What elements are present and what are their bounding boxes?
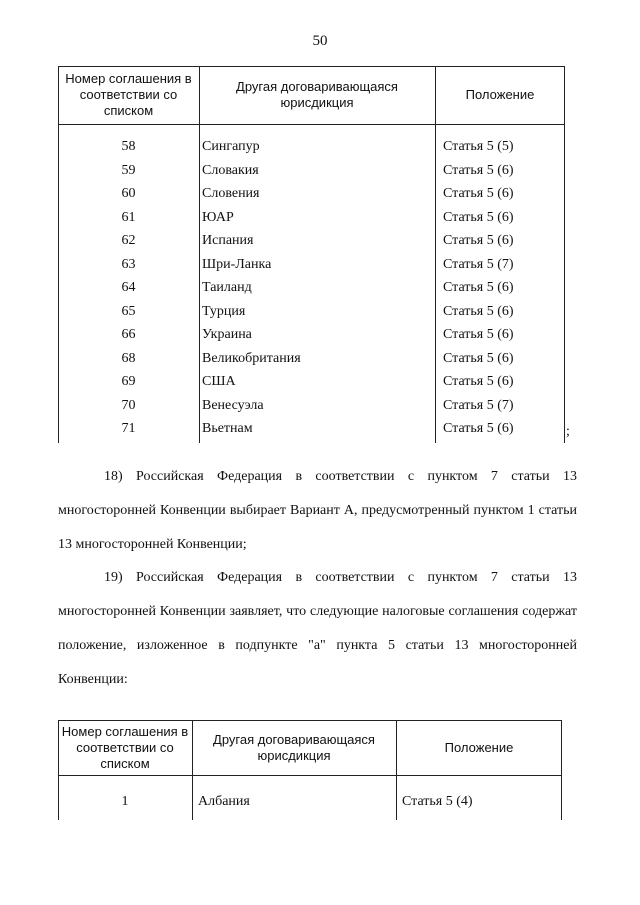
agreement-number: 60 <box>121 186 136 201</box>
agreement-number: 63 <box>121 256 136 272</box>
agreement-number: 62 <box>121 233 136 248</box>
table-row <box>58 417 565 441</box>
agreements-table-1 <box>58 66 565 443</box>
table-row <box>58 790 562 814</box>
header-agreement-number: Номер соглашения в соответствии со списком <box>65 71 192 118</box>
jurisdiction-name: Испания <box>202 233 254 248</box>
table-row <box>58 394 565 418</box>
agreement-number: 71 <box>121 421 136 436</box>
jurisdiction-name: Шри-Ланка <box>202 256 272 272</box>
table-row <box>58 229 565 253</box>
provision-reference: Статья 5 (6) <box>443 186 514 201</box>
jurisdiction-name: Великобритания <box>202 350 301 366</box>
jurisdiction-name: Вьетнам <box>202 421 253 436</box>
header-jurisdiction: Другая договаривающаяся юрисдикция <box>213 731 375 763</box>
jurisdiction-name: Украина <box>202 327 252 342</box>
paragraph-19 <box>58 561 577 697</box>
header-provision: Положение <box>444 739 514 755</box>
provision-reference: Статья 5 (6) <box>443 421 514 436</box>
table-row <box>58 323 565 347</box>
provision-reference: Статья 5 (6) <box>443 233 514 248</box>
provision-reference: Статья 5 (6) <box>443 374 514 389</box>
agreement-number: 68 <box>121 350 136 366</box>
table-row <box>58 135 565 159</box>
agreement-number: 66 <box>121 327 136 342</box>
table-header-separator <box>58 124 565 125</box>
table-row <box>58 370 565 394</box>
paragraph-19-text: 19) Российская Федерация в соответствии с пунктом 7 статьи 13 многосторонней Конвенции заявляет, что следующие налоговые соглашения содержат положение, изложенное в подпункте "а" пункта 5 статьи 13 многосторонней Конвенции: <box>58 570 577 687</box>
jurisdiction-name: Албания <box>198 794 250 809</box>
table-row <box>58 300 565 324</box>
header-provision: Положение <box>465 87 535 102</box>
jurisdiction-name: Турция <box>202 303 246 319</box>
table-row <box>58 206 565 230</box>
agreement-number: 65 <box>121 303 136 319</box>
header-agreement-number: Номер соглашения в соответствии со списком <box>61 723 189 771</box>
provision-reference: Статья 5 (7) <box>443 256 514 272</box>
header-jurisdiction: Другая договаривающаяся юрисдикция <box>236 79 398 110</box>
table-header-separator <box>58 775 562 776</box>
jurisdiction-name: Словакия <box>202 162 259 178</box>
list-terminator: ; <box>566 424 570 439</box>
provision-reference: Статья 5 (6) <box>443 327 514 342</box>
agreement-number: 70 <box>121 397 136 413</box>
provision-reference: Статья 5 (7) <box>443 397 514 413</box>
provision-reference: Статья 5 (6) <box>443 303 514 319</box>
jurisdiction-name: Венесуэла <box>202 397 264 413</box>
agreement-number: 58 <box>121 139 136 154</box>
agreement-number: 1 <box>121 794 129 809</box>
agreements-table-2 <box>58 720 562 820</box>
provision-reference: Статья 5 (6) <box>443 162 514 178</box>
agreement-number: 61 <box>121 209 136 225</box>
jurisdiction-name: Словения <box>202 186 260 201</box>
table-row <box>58 276 565 300</box>
provision-reference: Статья 5 (6) <box>443 350 514 366</box>
jurisdiction-name: Таиланд <box>202 280 252 295</box>
table-row <box>58 347 565 371</box>
table-row <box>58 182 565 206</box>
table-row <box>58 253 565 277</box>
jurisdiction-name: ЮАР <box>202 209 234 225</box>
jurisdiction-name: США <box>202 374 236 389</box>
table-row <box>58 159 565 183</box>
provision-reference: Статья 5 (5) <box>443 139 514 154</box>
agreement-number: 59 <box>121 162 136 178</box>
paragraph-18-text: 18) Российская Федерация в соответствии с пунктом 7 статьи 13 многосторонней Конвенции выбирает Вариант А, предусмотренный пунктом 1 статьи 13 многосторонней Конвенции; <box>58 469 577 552</box>
provision-reference: Статья 5 (6) <box>443 209 514 225</box>
provision-reference: Статья 5 (6) <box>443 280 514 295</box>
paragraph-18 <box>58 460 577 562</box>
agreement-number: 69 <box>121 374 136 389</box>
agreement-number: 64 <box>121 280 136 295</box>
jurisdiction-name: Сингапур <box>202 139 260 154</box>
page-number: 50 <box>312 33 328 49</box>
provision-reference: Статья 5 (4) <box>402 794 473 809</box>
